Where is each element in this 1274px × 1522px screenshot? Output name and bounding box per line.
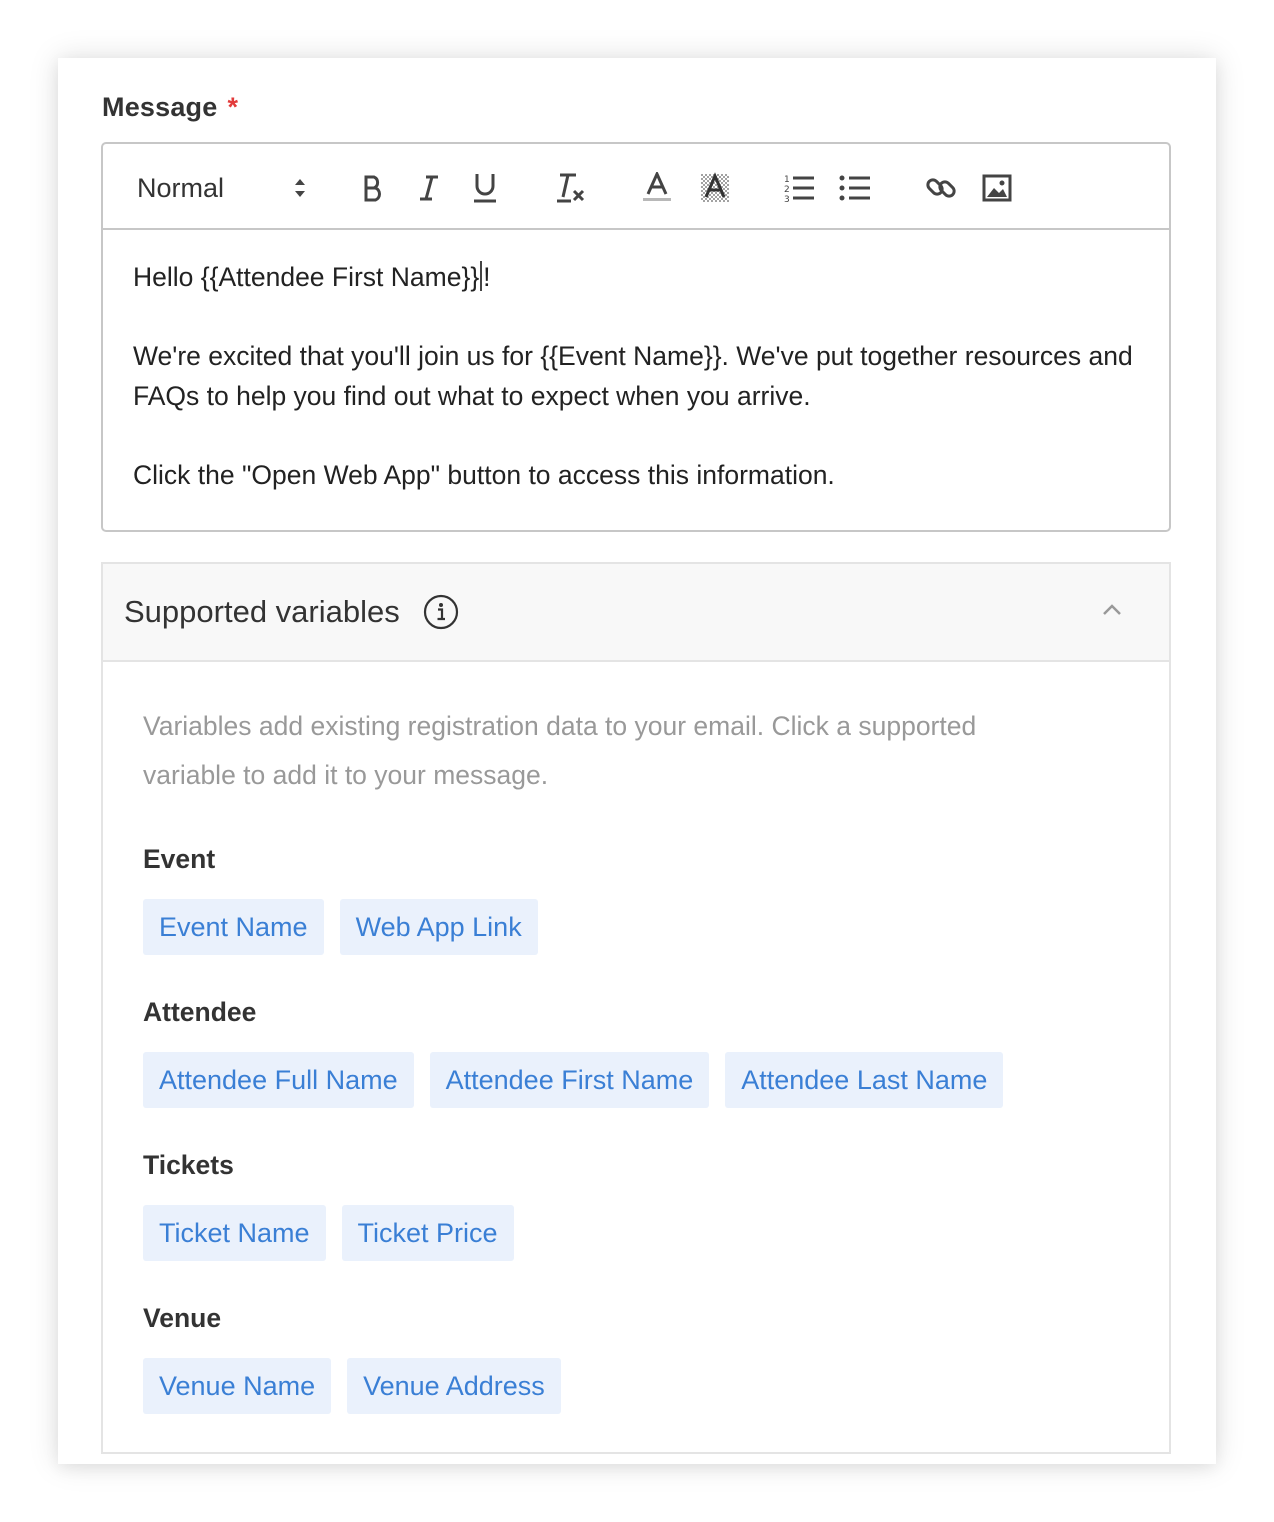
message-label-text: Message	[102, 92, 218, 122]
chip-list	[143, 1052, 1003, 1108]
variables-description: Variables add existing registration data to your email. Click a supported variable to add it to your message.	[143, 711, 977, 790]
underline-button[interactable]	[467, 168, 503, 208]
clear-formatting-button[interactable]	[551, 168, 591, 208]
editor-toolbar	[103, 144, 1169, 230]
supported-variables-panel	[101, 562, 1171, 1454]
variable-chip-ticket-name[interactable]: Ticket Name	[143, 1205, 326, 1261]
chip-list	[143, 1358, 561, 1414]
variable-group-venue	[143, 1303, 561, 1414]
supported-variables-title: Supported variables	[124, 594, 400, 629]
text-color-button[interactable]	[639, 168, 675, 208]
svg-text:1: 1	[784, 175, 790, 185]
underline-icon	[472, 172, 498, 204]
clear-formatting-icon	[555, 172, 587, 204]
group-title: Attendee	[143, 997, 257, 1027]
variable-group-event	[143, 844, 538, 955]
content-paragraph: We're excited that you'll join us for {{Event Name}}. We've put together resources and FAQs to help you find out what to expect when you arrive.	[133, 341, 1141, 411]
format-select[interactable]	[137, 168, 307, 208]
background-color-icon	[699, 172, 731, 204]
group-title: Tickets	[143, 1150, 234, 1180]
background-color-button[interactable]	[695, 168, 735, 208]
message-form-card	[58, 58, 1216, 1464]
content-greeting	[133, 258, 1139, 298]
group-title: Venue	[143, 1303, 222, 1333]
group-title: Event	[143, 844, 216, 874]
bullet-list-icon	[839, 173, 871, 203]
bold-button[interactable]	[355, 168, 391, 208]
up-down-arrows-icon	[293, 175, 307, 201]
message-editor	[101, 142, 1171, 532]
content-empty-line	[133, 416, 1139, 456]
ordered-list-icon	[783, 173, 815, 203]
required-indicator: *	[227, 92, 239, 122]
svg-text:2: 2	[784, 185, 790, 195]
variable-chip-attendee-first-name[interactable]: Attendee First Name	[430, 1052, 710, 1108]
variable-chip-venue-name[interactable]: Venue Name	[143, 1358, 331, 1414]
variable-chip-attendee-full-name[interactable]: Attendee Full Name	[143, 1052, 414, 1108]
variable-group-tickets	[143, 1150, 514, 1261]
italic-button[interactable]	[411, 168, 447, 208]
variable-chip-venue-address[interactable]: Venue Address	[347, 1358, 561, 1414]
text-color-icon	[642, 172, 672, 204]
link-button[interactable]	[921, 168, 961, 208]
variable-chip-ticket-price[interactable]: Ticket Price	[342, 1205, 514, 1261]
supported-variables-body	[103, 702, 1169, 800]
bold-icon	[361, 174, 385, 202]
image-icon	[982, 174, 1012, 202]
italic-icon	[417, 174, 441, 202]
content-instruction: Click the "Open Web App" button to access this information.	[133, 459, 835, 490]
image-button[interactable]	[977, 168, 1017, 208]
text-caret	[480, 261, 482, 291]
message-label	[102, 92, 238, 123]
chevron-up-icon[interactable]	[1101, 602, 1123, 621]
content-empty-line	[133, 298, 1139, 338]
supported-variables-header[interactable]	[103, 564, 1169, 662]
greeting-text: Hello {{Attendee First Name}}	[133, 262, 480, 292]
chip-list	[143, 899, 538, 955]
bullet-list-button[interactable]	[835, 168, 875, 208]
chip-list	[143, 1205, 514, 1261]
variable-chip-web-app-link[interactable]: Web App Link	[340, 899, 538, 955]
greeting-punctuation: !	[483, 262, 491, 292]
link-icon	[925, 172, 957, 204]
variable-chip-event-name[interactable]: Event Name	[143, 899, 324, 955]
info-icon[interactable]	[423, 594, 459, 635]
variable-group-attendee	[143, 997, 1003, 1108]
editor-content[interactable]	[103, 230, 1169, 495]
format-select-value: Normal	[137, 172, 225, 203]
svg-text:3: 3	[784, 195, 790, 203]
ordered-list-button[interactable]	[779, 168, 819, 208]
variable-chip-attendee-last-name[interactable]: Attendee Last Name	[725, 1052, 1003, 1108]
